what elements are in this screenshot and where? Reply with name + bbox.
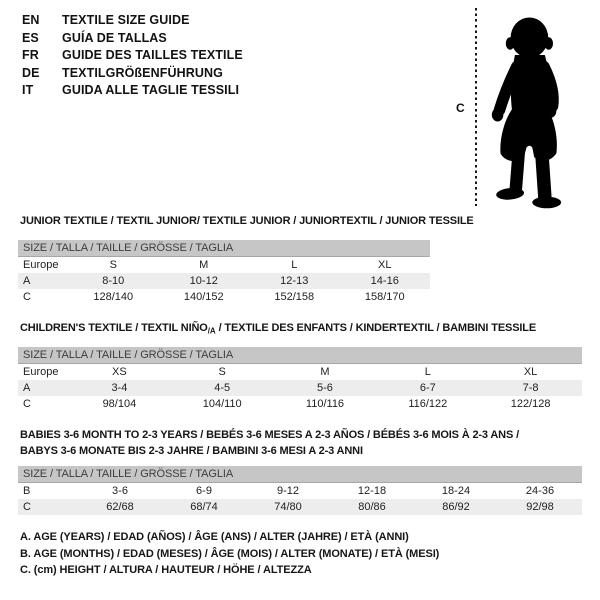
table-cell: 6-7 — [419, 382, 436, 394]
size-table-header-bar: SIZE / TALLA / TAILLE / GRÖSSE / TAGLIA — [18, 466, 582, 483]
table-row-height — [18, 289, 430, 305]
row-label: Europe — [23, 366, 59, 378]
table-cell: 5-6 — [317, 382, 333, 394]
baby-silhouette-icon — [487, 5, 593, 213]
language-title: GUIDE DES TAILLES TEXTILE — [62, 48, 243, 63]
section-title-babies-line2: BABYS 3-6 MONATE BIS 2-3 JAHRE / BAMBINI 3-6 MESI A 2-3 ANNI — [20, 445, 363, 457]
table-cell: 10-12 — [189, 275, 218, 287]
table-cell: XS — [112, 366, 127, 378]
table-cell: 14-16 — [370, 275, 399, 287]
table-cell: L — [424, 366, 431, 378]
footnote-b: B. AGE (MONTHS) / EDAD (MESES) / ÂGE (MOIS) / ALTER (MONATE) / ETÀ (MESI) — [20, 547, 440, 560]
table-cell: XL — [523, 366, 538, 378]
row-label: A — [23, 382, 31, 394]
section-title-babies-line1: BABIES 3-6 MONTH TO 2-3 YEARS / BEBÉS 3-6 MESES A 2-3 AÑOS / BÉBÉS 3-6 MOIS À 2-3 ANS / — [20, 429, 519, 441]
table-cell: M — [199, 259, 209, 271]
size-table-header-bar: SIZE / TALLA / TAILLE / GRÖSSE / TAGLIA — [18, 347, 582, 364]
table-cell: 6-9 — [196, 485, 212, 497]
table-cell: 122/128 — [510, 398, 551, 410]
table-cell: 92/98 — [526, 501, 554, 513]
footnotes — [20, 529, 439, 579]
table-cell: S — [218, 366, 226, 378]
section-title-children — [20, 322, 536, 336]
table-cell: 3-6 — [112, 485, 128, 497]
language-code: IT — [22, 83, 34, 98]
table-cell: 116/122 — [408, 398, 448, 410]
size-table-children — [18, 347, 582, 412]
footnote-a: A. AGE (YEARS) / EDAD (AÑOS) / ÂGE (ANS) / ALTER (JAHRE) / ETÀ (ANNI) — [20, 531, 409, 543]
table-cell: 68/74 — [190, 501, 218, 513]
table-cell: 8-10 — [102, 275, 125, 287]
section-title-junior: JUNIOR TEXTILE / TEXTIL JUNIOR/ TEXTILE JUNIOR / JUNIORTEXTIL / JUNIOR TESSILE — [20, 215, 474, 227]
table-cell: 9-12 — [276, 485, 300, 497]
table-cell: 80/86 — [358, 501, 386, 513]
table-cell: 62/68 — [106, 501, 134, 513]
size-table-junior — [18, 240, 430, 305]
section-title-children-subscript: /A — [207, 326, 216, 336]
table-cell: XL — [378, 259, 392, 271]
table-cell: 74/80 — [274, 501, 302, 513]
row-label: A — [23, 275, 31, 287]
table-cell: 18-24 — [441, 485, 471, 497]
language-header-list — [22, 12, 243, 100]
section-title-children-pre: CHILDREN'S TEXTILE / TEXTIL NIÑO — [20, 322, 208, 334]
row-label: C — [23, 398, 31, 410]
language-row-en — [22, 12, 243, 30]
table-cell: 12-13 — [280, 275, 309, 287]
language-title: GUIDA ALLE TAGLIE TESSILI — [62, 83, 240, 98]
row-label: B — [23, 485, 31, 497]
height-measure-label: C — [456, 101, 465, 115]
language-code: EN — [22, 13, 40, 27]
language-code: ES — [22, 30, 39, 45]
section-title-babies — [20, 427, 519, 459]
table-row-months — [18, 483, 582, 499]
size-table-babies — [18, 466, 582, 515]
language-row-it — [22, 82, 243, 100]
table-cell: 7-8 — [522, 382, 539, 394]
table-cell: M — [320, 366, 330, 378]
row-label: C — [23, 291, 31, 303]
row-label: C — [23, 501, 31, 513]
footnote-c: C. (cm) HEIGHT / ALTURA / HAUTEUR / HÖHE / ALTEZZA — [20, 564, 312, 576]
language-code: DE — [22, 65, 40, 80]
table-row-age — [18, 273, 430, 289]
language-title: GUÍA DE TALLAS — [62, 30, 167, 45]
table-cell: 140/152 — [183, 291, 224, 303]
language-row-de — [22, 65, 243, 83]
table-cell: 128/140 — [93, 291, 134, 303]
table-cell: L — [291, 259, 298, 271]
row-label: Europe — [23, 259, 59, 271]
section-title-children-post: / TEXTILE DES ENFANTS / KINDERTEXTIL / BAMBINI TESSILE — [215, 322, 537, 334]
table-cell: 12-18 — [357, 485, 387, 497]
table-cell: 110/116 — [305, 398, 345, 410]
table-row-europe — [18, 257, 430, 273]
table-cell: 152/158 — [274, 291, 315, 303]
table-cell: 4-5 — [214, 382, 231, 394]
table-row-height — [18, 396, 582, 412]
size-table-header-bar: SIZE / TALLA / TAILLE / GRÖSSE / TAGLIA — [18, 240, 430, 257]
table-row-height — [18, 499, 582, 515]
language-code: FR — [22, 48, 39, 63]
table-cell: 3-4 — [111, 382, 128, 394]
table-cell: 158/170 — [364, 291, 405, 303]
table-row-age — [18, 380, 582, 396]
height-measure-dotted-line — [475, 8, 477, 206]
language-title: TEXTILE SIZE GUIDE — [62, 13, 190, 27]
table-cell: 24-36 — [525, 485, 555, 497]
table-cell: 104/110 — [202, 398, 242, 410]
language-row-es — [22, 30, 243, 48]
table-cell: S — [109, 259, 117, 271]
language-title: TEXTILGRÖßENFÜHRUNG — [62, 65, 223, 80]
table-row-europe — [18, 364, 582, 380]
table-cell: 98/104 — [102, 398, 137, 410]
table-cell: 86/92 — [442, 501, 470, 513]
language-row-fr — [22, 47, 243, 65]
